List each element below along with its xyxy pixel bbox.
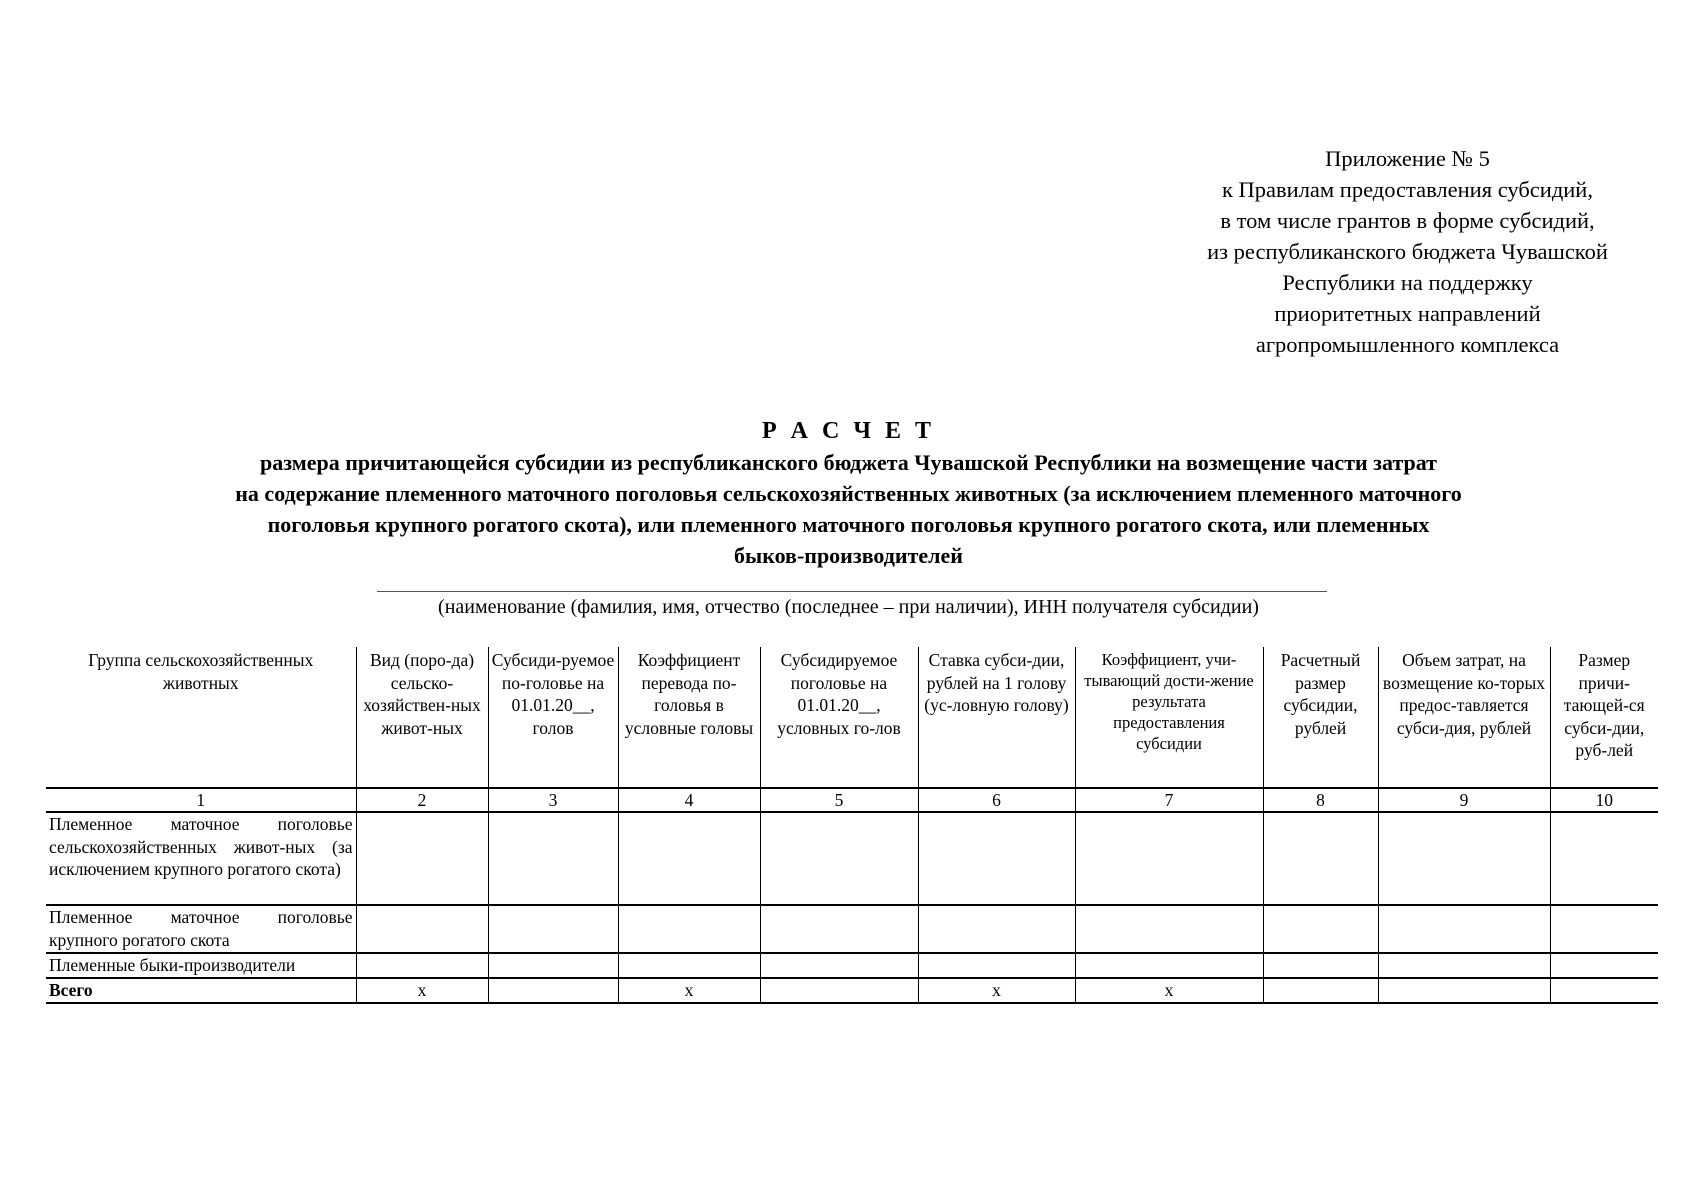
table-cell [760,953,918,978]
header-cell: Субсидируемое поголовье на 01.01.20__, условных го-лов [760,647,918,788]
appendix-line: из республиканского бюджета Чувашской [1207,239,1608,264]
table-cell [1550,812,1658,905]
appendix-line: Республики на поддержку [1282,270,1533,295]
table-cell [1550,905,1658,953]
table-cell [1378,905,1550,953]
table-cell [1378,812,1550,905]
table-cell [356,905,488,953]
appendix-line: к Правилам предоставления субсидий, [1222,177,1593,202]
column-number-row [46,788,1658,812]
calculation-table [46,647,1658,1004]
table-cell [1075,812,1263,905]
appendix-line: агропромышленного комплекса [1255,332,1560,357]
table-cell [1075,953,1263,978]
recipient-name-line [377,591,1327,592]
header-cell: Субсиди-руемое по-головье на 01.01.20__, голов [488,647,618,788]
appendix-block [1150,143,1665,360]
table-cell [1550,978,1658,1003]
table-cell [1263,905,1378,953]
table-cell: х [356,978,488,1003]
column-number: 5 [760,788,918,812]
table-cell [918,905,1075,953]
header-cell: Группа сельскохозяйственных животных [46,647,356,788]
document-title [80,415,1617,571]
table-cell [488,812,618,905]
table-cell [918,953,1075,978]
table-cell [1263,953,1378,978]
table-cell [356,953,488,978]
header-cell: Коэффициент перевода по-головья в условные головы [618,647,760,788]
group-cell: Племенные быки-производители [46,953,356,978]
title-line: поголовья крупного рогатого скота), или племенного маточного поголовья крупного рогатого скота, или племенных [267,512,1430,537]
appendix-line: в том числе грантов в форме субсидий, [1220,208,1595,233]
table-cell [618,812,760,905]
table-cell [618,953,760,978]
table-row [46,905,1658,953]
table-cell [760,812,918,905]
table-cell [1075,905,1263,953]
table-cell [760,905,918,953]
header-cell: Объем затрат, на возмещение ко-торых предос-тавляется субси-дия, рублей [1378,647,1550,788]
table-cell [1378,953,1550,978]
header-row [46,647,1658,788]
appendix-line: приоритетных направлений [1274,301,1541,326]
table-row [46,812,1658,905]
table-cell: х [618,978,760,1003]
column-number: 6 [918,788,1075,812]
table-cell [488,905,618,953]
column-number: 2 [356,788,488,812]
group-cell: Племенное маточное поголовье крупного рогатого скота [46,905,356,953]
header-cell: Размер причи-тающей-ся субси-дии, руб-лей [1550,647,1658,788]
appendix-line: Приложение № 5 [1325,146,1490,171]
column-number: 7 [1075,788,1263,812]
table-cell: х [1075,978,1263,1003]
table-cell: х [918,978,1075,1003]
header-cell: Расчетный размер субсидии, рублей [1263,647,1378,788]
table-cell [1263,978,1378,1003]
title-heading: Р А С Ч Е Т [762,418,935,444]
table-cell [918,812,1075,905]
total-label: Всего [46,978,356,1003]
header-cell: Вид (поро-да) сельско-хозяйствен-ных живот-ных [356,647,488,788]
group-cell: Племенное маточное поголовье сельскохозяйственных живот-ных (за исключением крупного рогатого скота) [46,812,356,905]
header-cell: Ставка субси-дии, рублей на 1 голову (ус-ловную голову) [918,647,1075,788]
header-cell: Коэффициент, учи-тывающий дости-жение результата предоставления субсидии [1075,647,1263,788]
table-cell [1550,953,1658,978]
table-cell [488,978,618,1003]
table-row [46,953,1658,978]
table-cell [488,953,618,978]
column-number: 4 [618,788,760,812]
column-number: 1 [46,788,356,812]
table-cell [618,905,760,953]
total-row [46,978,1658,1003]
table-cell [1263,812,1378,905]
table-cell [760,978,918,1003]
column-number: 8 [1263,788,1378,812]
column-number: 9 [1378,788,1550,812]
table-cell [1378,978,1550,1003]
title-line: на содержание племенного маточного поголовья сельскохозяйственных животных (за исключением племенного маточного [235,481,1462,506]
recipient-caption: (наименование (фамилия, имя, отчество (последнее – при наличии), ИНН получателя субсидии) [438,596,1259,618]
column-number: 10 [1550,788,1658,812]
table-cell [356,812,488,905]
column-number: 3 [488,788,618,812]
title-line: быков-производителей [734,543,963,568]
title-line: размера причитающейся субсидии из республиканского бюджета Чувашской Республики на возмещение части затрат [260,450,1437,475]
